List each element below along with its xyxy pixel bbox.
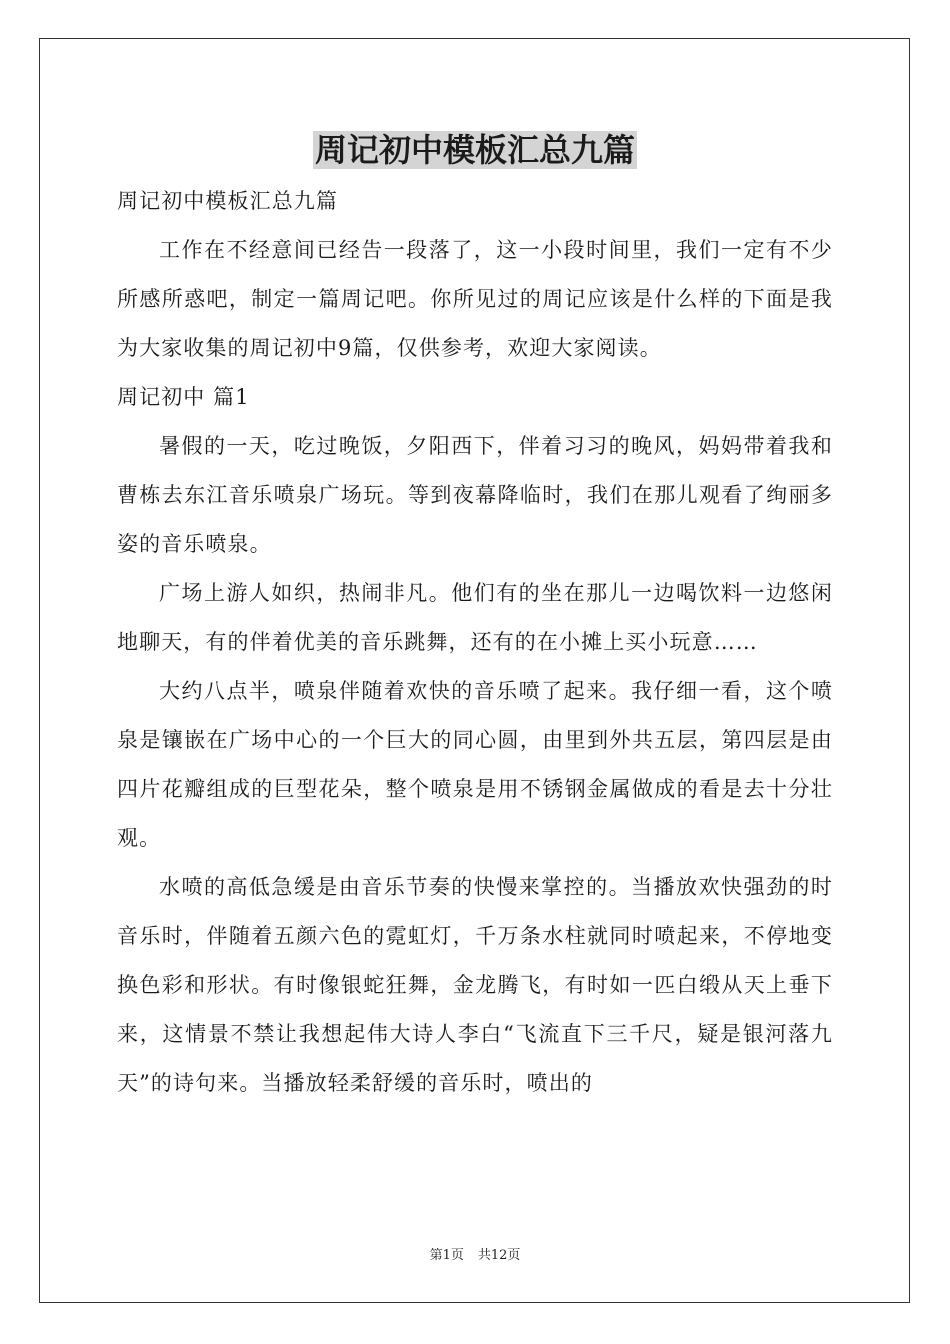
page-footer <box>0 1246 950 1266</box>
body-paragraph: 广场上游人如织，热闹非凡。他们有的坐在那儿一边喝饮料一边悠闲地聊天，有的伴着优美的音乐跳舞，还有的在小摊上买小玩意…… <box>117 581 833 654</box>
document-body <box>117 177 833 1108</box>
subtitle-paragraph: 周记初中模板汇总九篇 <box>117 189 338 213</box>
section-heading: 周记初中 篇1 <box>117 385 250 409</box>
intro-paragraph: 工作在不经意间已经告一段落了，这一小段时间里，我们一定有不少所感所惑吧，制定一篇周记吧。你所见过的周记应该是什么样的下面是我为大家收集的周记初中9篇，仅供参考，欢迎大家阅读。 <box>117 238 833 360</box>
body-paragraph: 大约八点半，喷泉伴随着欢快的音乐喷了起来。我仔细一看，这个喷泉是镶嵌在广场中心的一个巨大的同心圆，由里到外共五层，第四层是由四片花瓣组成的巨型花朵，整个喷泉是用不锈钢金属做成的看是去十分壮观。 <box>117 679 833 850</box>
body-paragraph: 水喷的高低急缓是由音乐节奏的快慢来掌控的。当播放欢快强劲的时音乐时，伴随着五颜六色的霓虹灯，千万条水柱就同时喷起来，不停地变换色彩和形状。有时像银蛇狂舞，金龙腾飞，有时如一匹白缎从天上垂下来，这情景不禁让我想起伟大诗人李白“飞流直下三千尺，疑是银河落九天”的诗句来。当播放轻柔舒缓的音乐时，喷出的 <box>117 875 833 1095</box>
page-total: 共12页 <box>477 1248 521 1263</box>
document-title-text: 周记初中模板汇总九篇 <box>314 131 635 169</box>
body-paragraph: 暑假的一天，吃过晚饭，夕阳西下，伴着习习的晚风，妈妈带着我和曹栋去东江音乐喷泉广场玩。等到夜幕降临时，我们在那儿观看了绚丽多姿的音乐喷泉。 <box>117 434 833 556</box>
document-title <box>0 128 950 172</box>
page-number: 第1页 <box>429 1248 464 1263</box>
